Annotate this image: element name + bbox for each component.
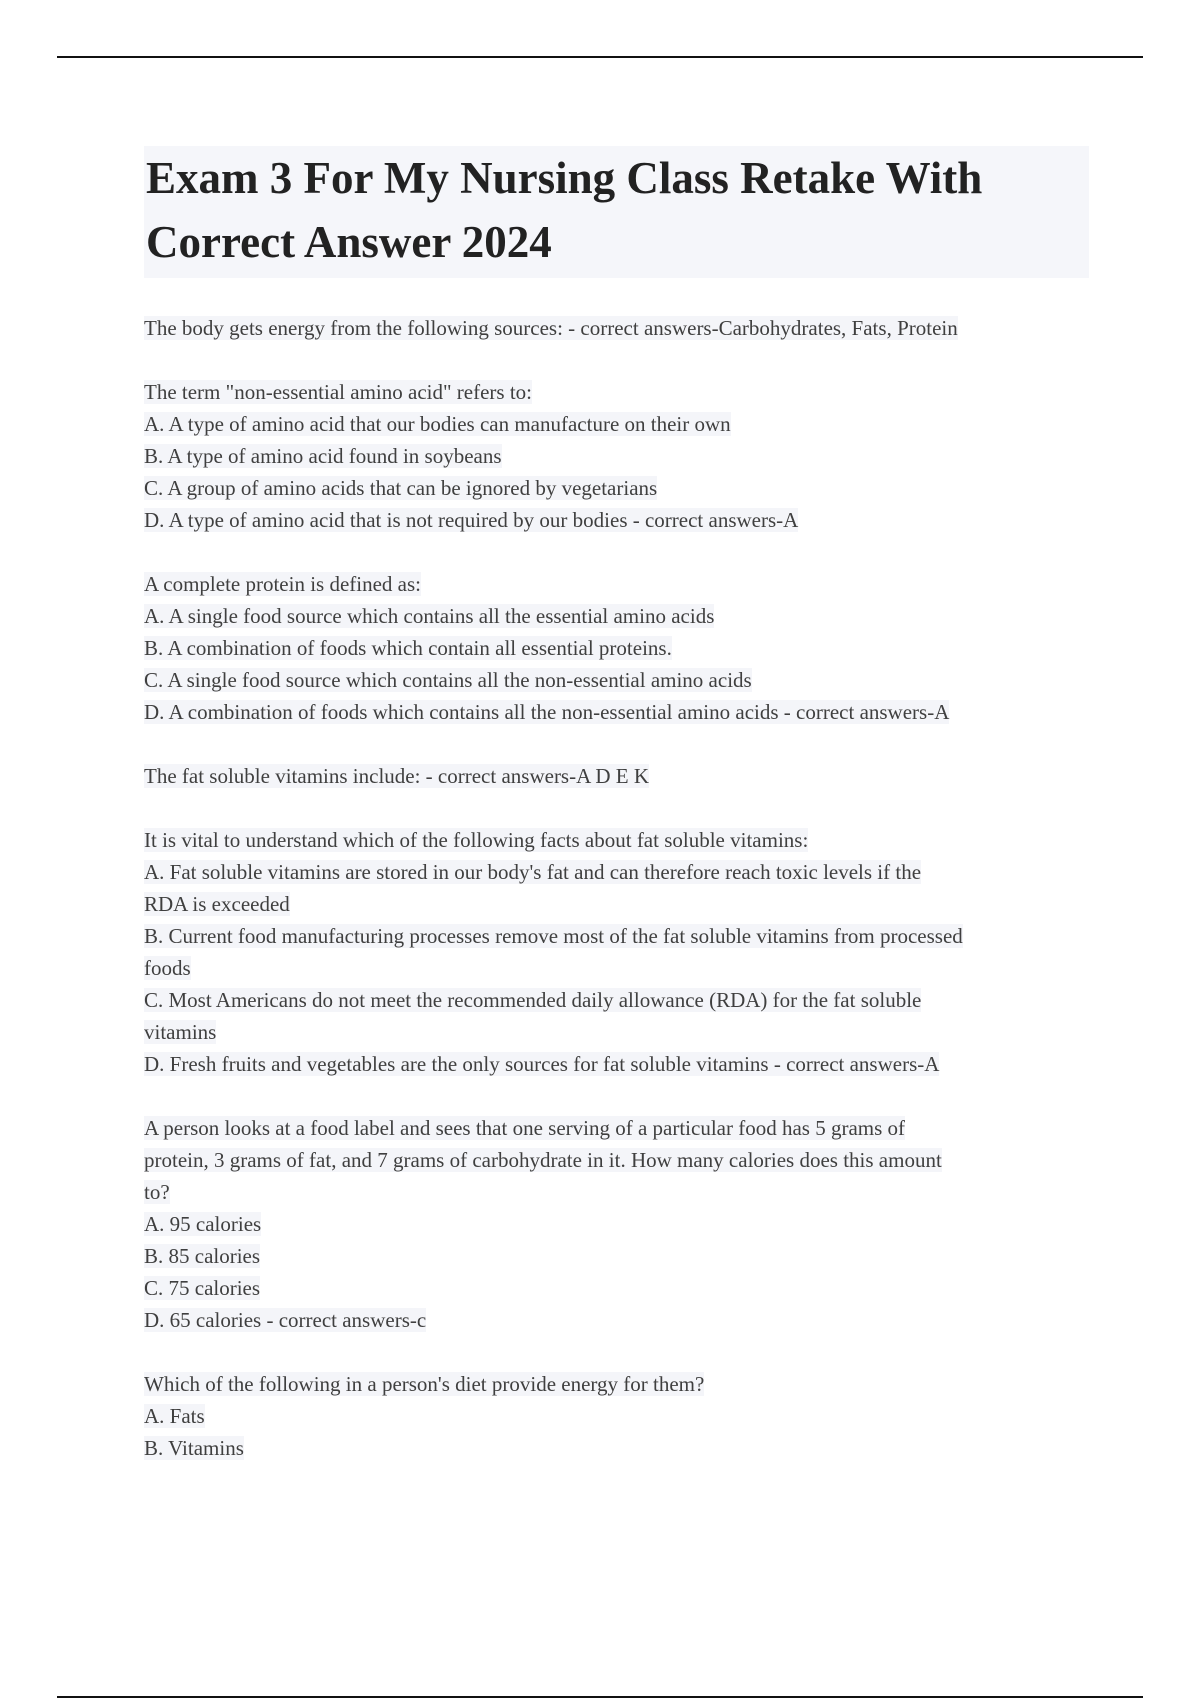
answer-option-continued: vitamins <box>144 1020 217 1044</box>
question-line: It is vital to understand which of the following facts about fat soluble vitamins: <box>144 828 809 852</box>
question-2 <box>144 376 1089 536</box>
question-4 <box>144 760 1089 792</box>
answer-option: D. A combination of foods which contains all the non-essential amino acids - correct answers-A <box>144 700 950 724</box>
answer-option: B. Vitamins <box>144 1436 244 1460</box>
answer-option: A. A single food source which contains all the essential amino acids <box>144 604 715 628</box>
answer-option: B. A type of amino acid found in soybeans <box>144 444 502 468</box>
question-line-continued: to? <box>144 1180 170 1204</box>
question-6 <box>144 1112 1089 1336</box>
question-line-continued: protein, 3 grams of fat, and 7 grams of carbohydrate in it. How many calories does this amount <box>144 1148 942 1172</box>
question-3 <box>144 568 1089 728</box>
answer-option: D. 65 calories - correct answers-c <box>144 1308 427 1332</box>
document-body <box>144 146 1089 1496</box>
document-title <box>146 146 1085 274</box>
answer-option: B. A combination of foods which contain all essential proteins. <box>144 636 672 660</box>
title-line-2: Correct Answer 2024 <box>146 217 552 267</box>
answer-option-continued: RDA is exceeded <box>144 892 290 916</box>
answer-option: D. Fresh fruits and vegetables are the only sources for fat soluble vitamins - correct answers-A <box>144 1052 940 1076</box>
question-line: The fat soluble vitamins include: - correct answers-A D E K <box>144 764 650 788</box>
question-7 <box>144 1368 1089 1464</box>
answer-option-continued: foods <box>144 956 191 980</box>
top-divider <box>57 56 1143 58</box>
answer-option: C. A single food source which contains all the non-essential amino acids <box>144 668 752 692</box>
question-line: A person looks at a food label and sees that one serving of a particular food has 5 grams of <box>144 1116 906 1140</box>
answer-option: C. 75 calories <box>144 1276 261 1300</box>
question-line: The term "non-essential amino acid" refers to: <box>144 380 533 404</box>
answer-option: D. A type of amino acid that is not required by our bodies - correct answers-A <box>144 508 799 532</box>
question-5 <box>144 824 1089 1080</box>
bottom-divider <box>57 1696 1143 1698</box>
answer-option: A. A type of amino acid that our bodies can manufacture on their own <box>144 412 731 436</box>
answer-option: A. Fats <box>144 1404 205 1428</box>
answer-option: A. Fat soluble vitamins are stored in our body's fat and can therefore reach toxic levels if the <box>144 860 922 884</box>
question-1 <box>144 312 1089 344</box>
question-line: A complete protein is defined as: <box>144 572 422 596</box>
answer-option: C. A group of amino acids that can be ignored by vegetarians <box>144 476 658 500</box>
answer-option: B. Current food manufacturing processes remove most of the fat soluble vitamins from processed <box>144 924 963 948</box>
question-line: The body gets energy from the following sources: - correct answers-Carbohydrates, Fats, Protein <box>144 316 958 340</box>
title-line-1: Exam 3 For My Nursing Class Retake With <box>146 153 983 203</box>
answer-option: A. 95 calories <box>144 1212 262 1236</box>
title-block <box>144 146 1089 278</box>
answer-option: B. 85 calories <box>144 1244 261 1268</box>
answer-option: C. Most Americans do not meet the recommended daily allowance (RDA) for the fat soluble <box>144 988 922 1012</box>
question-line: Which of the following in a person's diet provide energy for them? <box>144 1372 705 1396</box>
